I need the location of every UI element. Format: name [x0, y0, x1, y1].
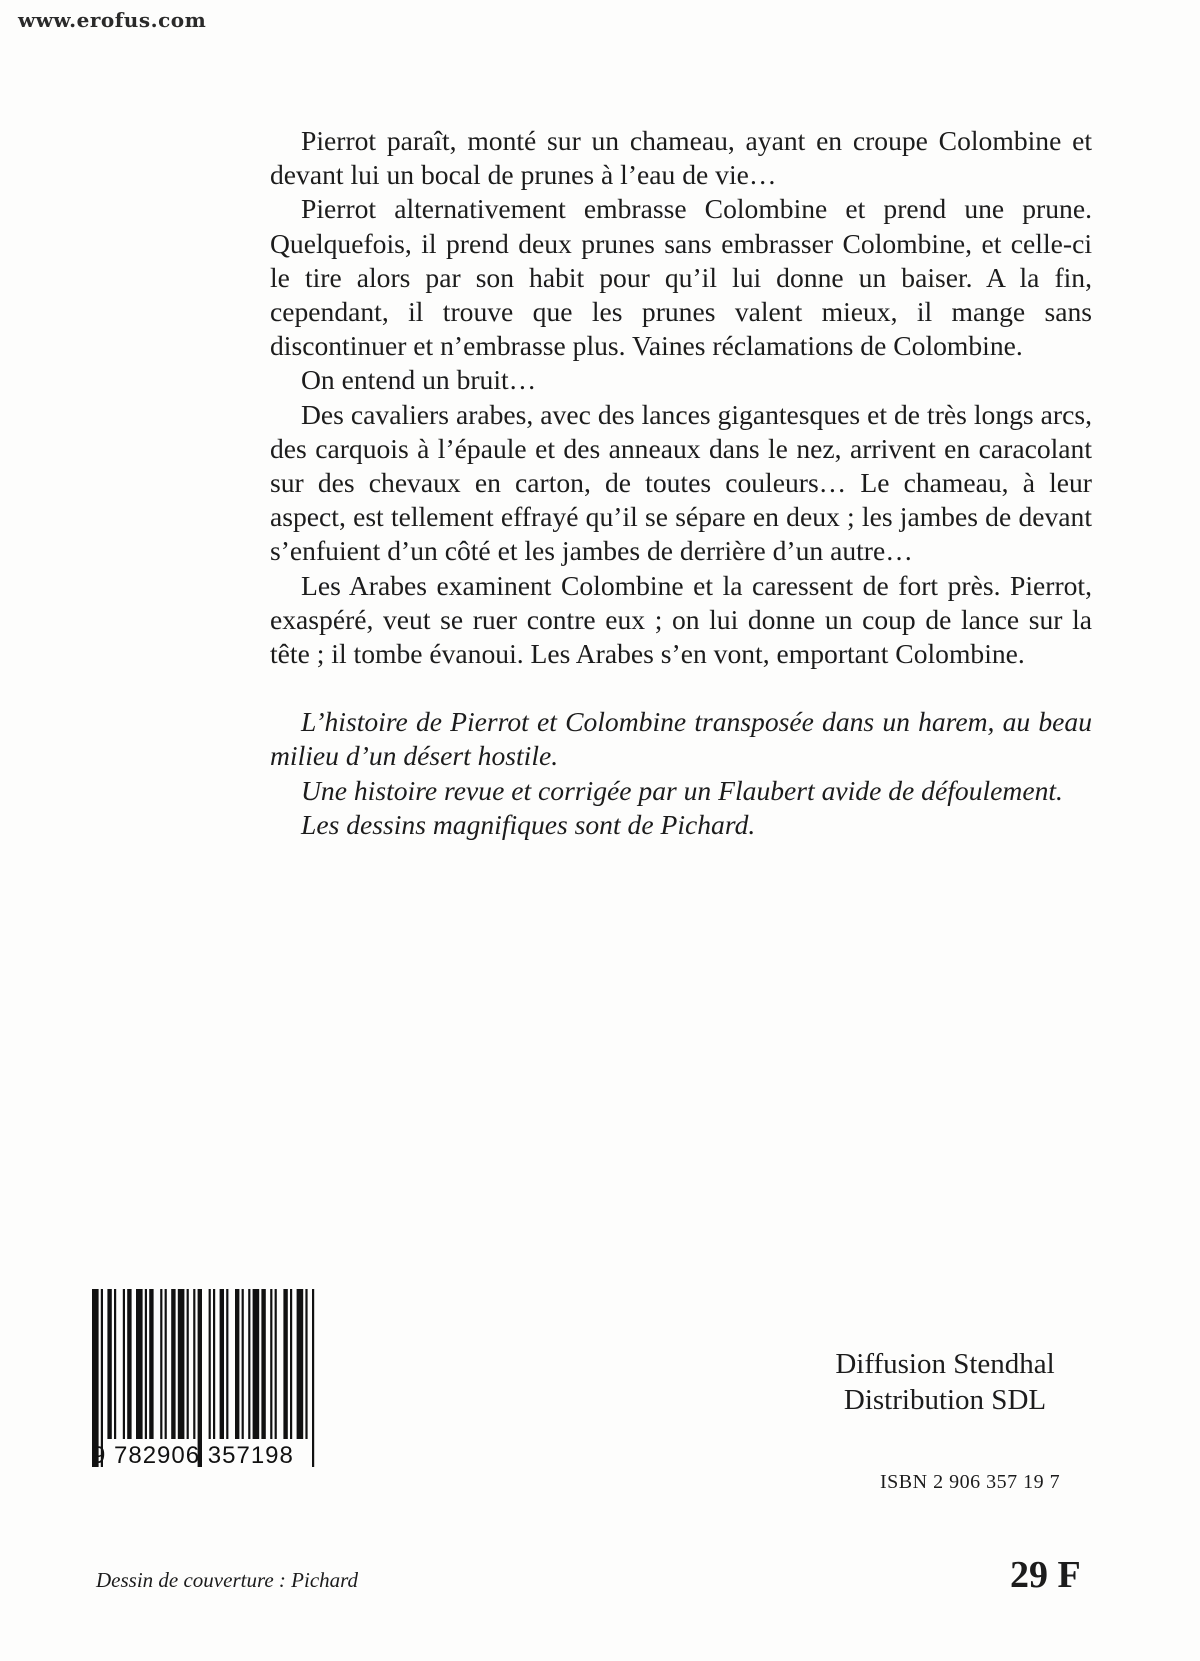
barcode-bar — [114, 1289, 116, 1439]
barcode-bar — [145, 1289, 147, 1439]
barcode-bar — [193, 1289, 195, 1439]
blurb-paragraph: Les dessins magnifiques sont de Pichard. — [301, 808, 756, 840]
barcode-bar — [275, 1289, 277, 1439]
narrative-paragraph: Pierrot paraît, monté sur un chameau, ayant en croupe Colombine et devant lui un bocal de prunes à l’eau de vie… — [270, 125, 1092, 191]
barcode-bar — [305, 1289, 307, 1439]
barcode-bar — [178, 1289, 185, 1439]
narrative-paragraph: Pierrot alternativement embrasse Colombine et prend une prune. Quelquefois, il prend deux prunes sans embrasser Colombine, et celle-ci le tire alors par son habit pour qu’il lui donne un baiser. A la fin, cependant, il trouve que les prunes valent mieux, il mange sans discontinuer et n’embrasse plus. Vaines réclamations de Colombine. — [270, 193, 1092, 362]
barcode-bar — [220, 1289, 224, 1439]
narrative-paragraph: Des cavaliers arabes, avec des lances gigantesques et de très longs arcs, des carquois à l’épaule et des anneaux dans le nez, arrivent en caracolant sur des chevaux en carton, de toutes couleurs… Le chameau, à leur aspect, est tellement effrayé qu’il se sépare en deux ; les jambes de devant s’enfuient d’un côté et les jambes de derrière d’un autre… — [270, 398, 1092, 567]
back-cover-text — [270, 124, 1092, 842]
narrative-paragraph: Les Arabes examinent Colombine et la caressent de fort près. Pierrot, exaspéré, veut se ruer contre eux ; on lui donne un coup de lance sur la tête ; il tombe évanoui. Les Arabes s’en vont, emportant Colombine. — [270, 569, 1092, 670]
barcode-bar — [160, 1289, 162, 1439]
barcode-bar — [149, 1289, 153, 1439]
barcode-bar — [209, 1289, 211, 1439]
barcode-bar — [297, 1289, 304, 1439]
barcode-digits: 9 782906 357198 — [92, 1442, 294, 1469]
barcode-bar — [226, 1289, 228, 1439]
distribution-line: Distribution SDL — [843, 1384, 1047, 1416]
diffusion-line: Diffusion Stendhal — [835, 1348, 1055, 1380]
barcode-bar — [92, 1289, 99, 1467]
barcode-bar — [312, 1289, 314, 1467]
barcode-bar — [290, 1289, 292, 1439]
barcode-bar — [127, 1289, 131, 1439]
barcode-bar — [253, 1289, 260, 1439]
narrative-paragraph: On entend un bruit… — [301, 364, 537, 396]
blurb-paragraph: Une histoire revue et corrigée par un Flaubert avide de défoulement. — [301, 774, 1063, 806]
barcode-bar — [101, 1289, 103, 1467]
barcode-bar — [248, 1289, 250, 1439]
barcode-bar — [283, 1289, 287, 1439]
barcode-bar — [261, 1289, 265, 1439]
barcode-bar — [136, 1289, 143, 1439]
price: 29 F — [1010, 1554, 1081, 1596]
barcode-bar — [107, 1289, 111, 1439]
watermark-text: www.erofus.com — [18, 8, 207, 32]
barcode-bar — [165, 1289, 167, 1439]
barcode-bar — [198, 1289, 202, 1467]
cover-credit: Dessin de couverture : Pichard — [96, 1568, 359, 1592]
barcode-bar — [171, 1289, 175, 1439]
barcode-bar — [123, 1289, 125, 1439]
isbn: ISBN 2 906 357 19 7 — [880, 1471, 1061, 1493]
distribution-block — [780, 1346, 1110, 1418]
barcode-bar — [187, 1289, 189, 1439]
barcode-bar — [213, 1289, 215, 1439]
blurb-paragraph: L’histoire de Pierrot et Colombine transposée dans un harem, au beau milieu d’un désert hostile. — [270, 706, 1092, 772]
barcode-bar — [242, 1289, 244, 1439]
barcode-bar — [235, 1289, 239, 1439]
barcode-bar — [270, 1289, 272, 1439]
